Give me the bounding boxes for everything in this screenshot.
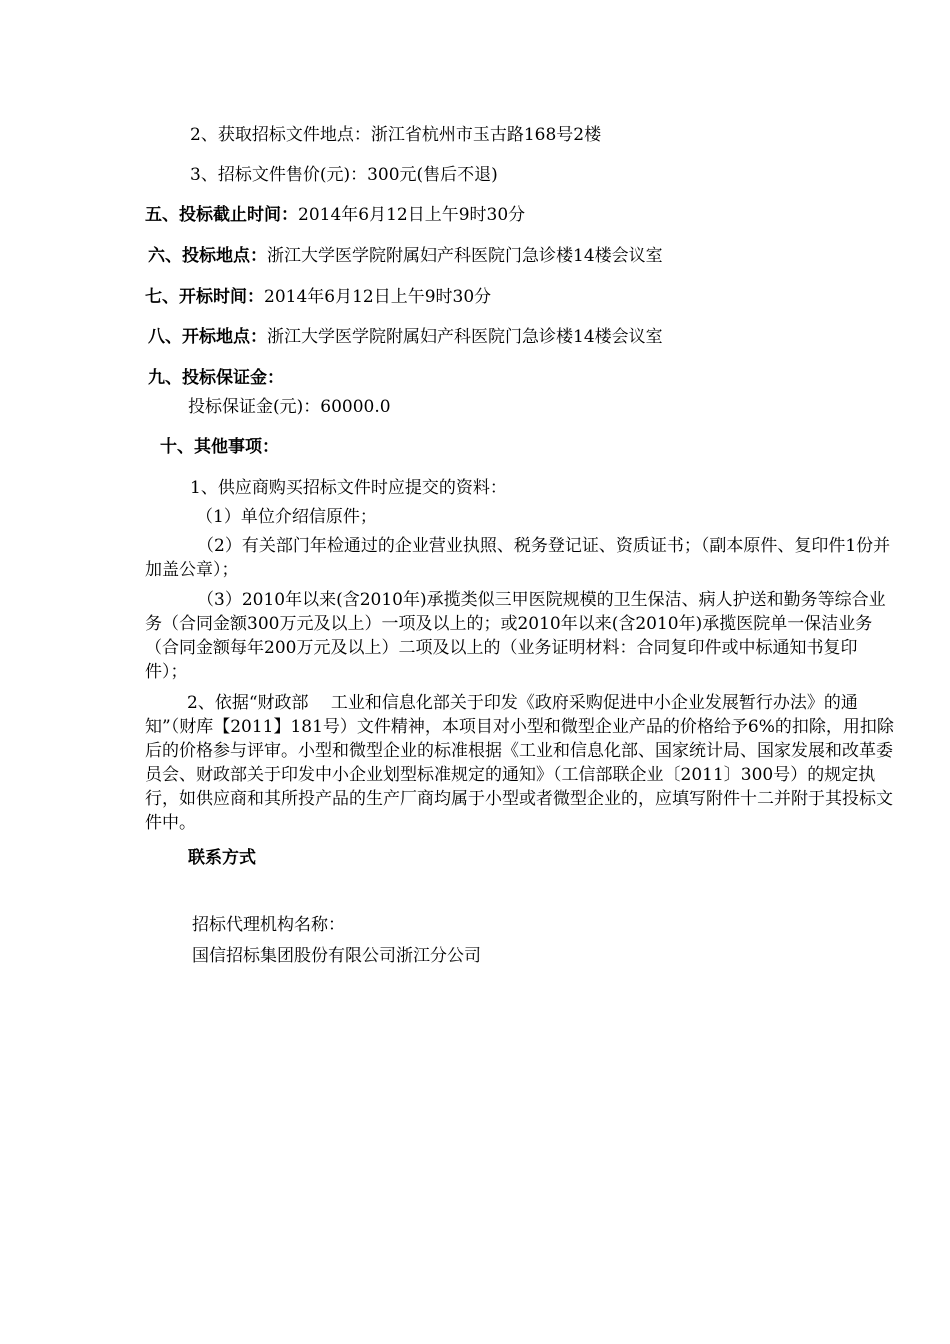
opening-time-label: 七、开标时间： xyxy=(145,287,264,307)
contact-heading: 联系方式 xyxy=(188,848,256,868)
opening-location-row xyxy=(148,326,663,348)
requirement-3: （3）2010年以来(含2010年)承揽类似三甲医院规模的卫生保洁、病人护送和勤务等综合业务（合同金额300万元及以上）一项及以上的；或2010年以来(含2010年)承揽医院单一保洁业务（合同金额每年200万元及以上）二项及以上的（业务证明材料：合同复印件或中标通知书复印件）； xyxy=(145,590,886,682)
doc-price-line: 3、招标文件售价(元)：300元(售后不退) xyxy=(190,165,498,185)
bid-deadline-row xyxy=(145,204,525,226)
bid-location-row xyxy=(148,245,663,267)
doc-location-line: 2、获取招标文件地点：浙江省杭州市玉古路168号2楼 xyxy=(190,125,602,145)
deposit-value: 投标保证金(元)：60000.0 xyxy=(188,397,391,417)
policy-paragraph: 2、依据“财政部 工业和信息化部关于印发《政府采购促进中小企业发展暂行办法》的通知”（财库【2011】181号）文件精神，本项目对小型和微型企业产品的价格给予6%的扣除，用扣除后的价格参与评审。小型和微型企业的标准根据《工业和信息化部、国家统计局、国家发展和改革委员会、财政部关于印发中小企业划型标准规定的通知》（工信部联企业〔2011〕300号）的规定执行，如供应商和其所投产品的生产厂商均属于小型或者微型企业的，应填写附件十二并附于其投标文件中。 xyxy=(145,693,894,833)
bid-location-value: 浙江大学医学院附属妇产科医院门急诊楼14楼会议室 xyxy=(267,246,663,266)
bid-deadline-label: 五、投标截止时间： xyxy=(145,205,298,225)
other-intro: 1、供应商购买招标文件时应提交的资料： xyxy=(190,478,507,498)
requirement-2: （2）有关部门年检通过的企业营业执照、税务登记证、资质证书；（副本原件、复印件1份并加盖公章）； xyxy=(145,536,891,580)
agency-label: 招标代理机构名称： xyxy=(192,915,345,935)
other-matters-heading: 十、其他事项： xyxy=(160,437,279,457)
opening-location-value: 浙江大学医学院附属妇产科医院门急诊楼14楼会议室 xyxy=(267,327,663,347)
bid-deadline-value: 2014年6月12日上午9时30分 xyxy=(298,205,526,225)
opening-location-label: 八、开标地点： xyxy=(148,327,267,347)
requirement-1: （1）单位介绍信原件； xyxy=(196,507,377,527)
opening-time-row xyxy=(145,286,491,308)
bid-location-label: 六、投标地点： xyxy=(148,246,267,266)
agency-name: 国信招标集团股份有限公司浙江分公司 xyxy=(192,946,481,966)
deposit-heading: 九、投标保证金： xyxy=(148,368,284,388)
opening-time-value: 2014年6月12日上午9时30分 xyxy=(264,287,492,307)
